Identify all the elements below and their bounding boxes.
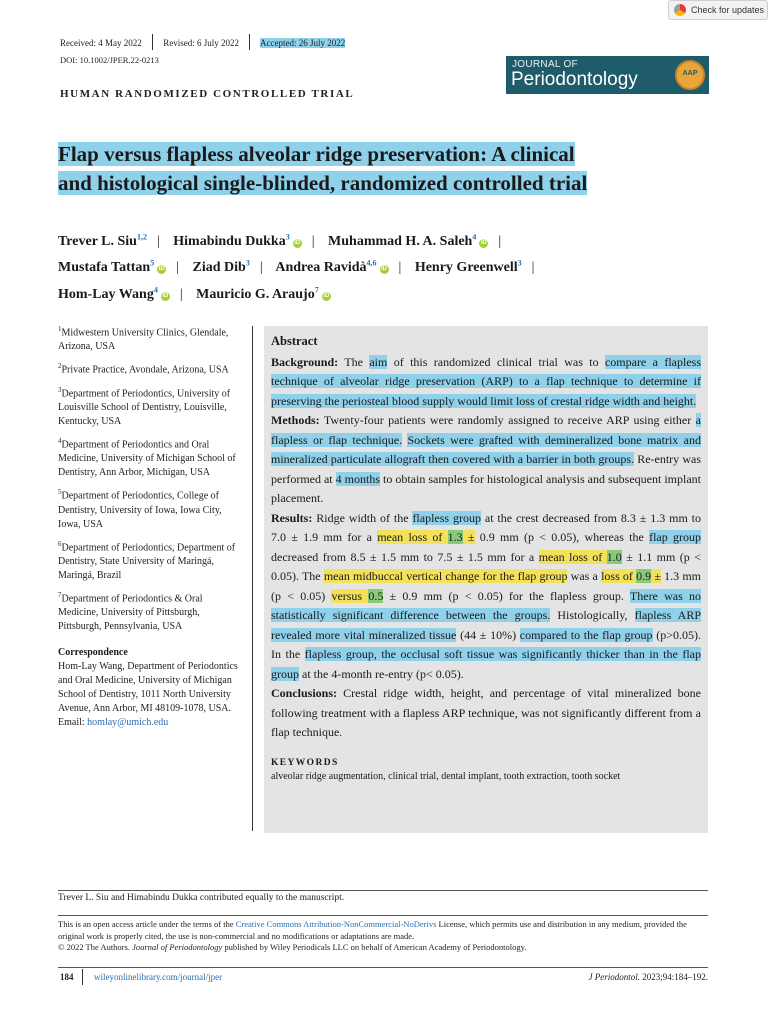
abstract-results: Results: Ridge width of the flapless group at the crest decreased from 8.3 ± 1.3 mm to 7.0 ± 1.9 mm for a mean loss of 1.3 ± 0.9 mm (p < 0.05), whereas the flap group decreased from 8.5 ± 1.5 mm to 7.5 ± 1.5 mm for a mean loss of 1.0 ± 1.1 mm (p < 0.05). The mean midbuccal vertical change for the flap group was a loss of 0.9 ± 1.3 mm (p < 0.05) versus 0.5 ± 0.9 mm (p < 0.05) for the flapless group. There was no statistically significant difference between the groups. Histologically, flapless ARP revealed more vital mineralized tissue (44 ± 10%) compared to the flap group (p>0.05). In the flapless group, the occlusal soft tissue was significantly thicker than in the flap group at the 4-month re-entry (p< 0.05). [271,510,702,681]
author[interactable]: Ziad Dib$^3$ [192,258,250,276]
highlighted-text: flapless ARP revealed more vital mineralized tissue [271,608,701,642]
highlighted-text: flapless group [412,510,481,525]
highlighted-text: versus [331,588,369,603]
check-updates-label: Check for updates [691,5,765,15]
author[interactable]: Mauricio G. Araujo$^7$iD [196,285,330,302]
aap-badge [675,60,705,90]
author[interactable]: Henry Greenwell$^3$ [414,258,522,276]
journal-logo [506,56,709,94]
author[interactable]: Muhammad H. A. Saleh$^4$iD [328,232,487,249]
author[interactable]: Himabindu Dukka$^3$iD [173,232,301,249]
journal-of-label: JOURNAL OF [512,59,578,70]
affiliation: $^5$Department of Periodontics, College of Dentistry, University of Iowa, Iowa City, Iowa, USA [58,488,222,530]
correspondence-text: Hom-Lay Wang, Department of Periodontics and Oral Medicine, University of Michigan School of Dentistry, 1011 North University Avenue, Ann Arbor, MI 48109-1078, USA. [58,661,238,715]
footnote-rule [58,890,708,891]
check-for-updates-button[interactable] [668,0,768,20]
highlighted-text: There was no statistically significant difference between the groups. [271,588,701,622]
highlighted-text: flap group [649,530,701,544]
email-link[interactable]: homlay@umich.edu [87,717,169,729]
highlighted-text: compare a flapless technique of alveolar ridge preservation (ARP) to a flap technique to determine if preserving the periosteal blood supply would limit loss of crestal ridge width and height. [271,354,701,408]
affiliation: $^6$Department of Periodontics, Department of Dentistry, State University of Maringá, Maringá, Brazil [58,539,236,581]
orcid-icon[interactable]: iD [381,266,388,273]
dates-row [60,34,345,50]
license-rule [58,915,708,916]
keywords: alveolar ridge augmentation, clinical trial, dental implant, tooth extraction, tooth socket [271,770,621,782]
abstract-methods: Methods: Twenty-four patients were randomly assigned to receive ARP using either a flapless or flap technique. Sockets were grafted with demineralized bone matrix and mineralized particulate allograft then covered with a barrier in both groups. Re-entry was performed at 4 months to obtain samples for histological analysis and subsequent implant placement. [271,413,701,505]
keywords-heading: KEYWORDS [271,757,339,768]
date-divider [152,34,153,50]
correspondence-heading: Correspondence [58,647,128,659]
accepted-date: Accepted: 26 July 2022 [260,38,346,48]
equal-contribution-note: Trever L. Siu and Himabindu Dukka contributed equally to the manuscript. [58,893,345,903]
abstract-background: Background: The aim of this randomized clinical trial was to compare a flapless technique of alveolar ridge preservation (ARP) to a flap technique to determine if preserving the periosteal blood supply would limit loss of crestal ridge width and height. [271,354,701,408]
article-title [58,140,718,198]
affiliation: $^7$Department of Periodontics & Oral Medicine, University of Pittsburgh, Pittsburgh, Pennsylvania, USA [58,590,203,633]
orcid-icon[interactable]: iD [480,239,487,246]
footer-divider [82,969,83,985]
date-divider [249,34,250,50]
highlighted-text: ± [462,530,475,544]
orcid-icon[interactable]: iD [158,266,165,273]
highlighted-text: 4 months [335,471,380,486]
highlighted-text: mean loss of [377,530,448,544]
highlighted-text: 1.0 [606,549,622,564]
page-number: 184 [60,972,74,982]
abstract-conclusions: Conclusions: Crestal ridge width, height, and percentage of vital mineralized bone following treatment with a flapless ARP technique, was not significantly different from a flap technique. [271,686,701,739]
email-label: Email: [58,717,85,729]
highlighted-text: 0.5 [368,588,384,603]
highlighted-text: loss of [601,569,637,583]
highlighted-text: aim [369,354,388,369]
highlighted-text: 0.9 [636,569,652,583]
article-type: HUMAN RANDOMIZED CONTROLLED TRIAL [60,88,355,100]
author-list: Trever L. Siu$^{1,2}$ | Himabindu Dukka$^3$iD | Muhammad H. A. Saleh$^4$iD | Mustafa Tattan$^5$iD | Ziad Dib$^3$ | Andrea Ravidà$^{4,6}$iD | Henry Greenwell$^3$ | Hom-Lay Wang$^4$iD | Mauricio G. Araujo$^7$iD [58,232,535,302]
affiliation: $^1$Midwestern University Clinics, Glendale, Arizona, USA [58,325,229,353]
author[interactable]: Mustafa Tattan$^5$iD [58,258,165,276]
highlighted-text: a flapless or flap technique. [271,413,701,447]
highlighted-text: mean loss of [538,549,607,564]
aap-badge-text: AAP [682,70,698,77]
highlighted-text: Sockets were grafted with demineralized bone matrix and mineralized particulate allograft then covered with a barrier in both groups. [271,432,701,466]
affiliation: $^2$Private Practice, Avondale, Arizona, USA [58,362,229,376]
highlighted-text: mean midbuccal vertical change for the flap group [323,569,568,583]
doi: DOI: 10.1002/JPER.22-0213 [60,55,159,65]
affiliation: $^3$Department of Periodontics, University of Louisville School of Dentistry, Louisville, Kentucky, USA [58,385,231,427]
highlighted-text: flapless group, the occlusal soft tissue was significantly thicker than in the flap group [271,647,701,681]
affiliation: $^4$Department of Periodontics and Oral Medicine, University of Michigan School of Dentistry, Ann Arbor, Michigan, USA [58,436,236,479]
license-text: This is an open access article under the terms of the Creative Commons Attribution-NonCommercial-NoDerivs License, which permits use and distribution in any medium, provided the original work is properly cited, the use is non-commercial and no modifications or adaptations are made. © 2022 The Authors. Journal of Periodontology published by Wiley Periodicals LLC on behalf of American Academy of Periodontology. [58,919,687,952]
crossmark-icon [674,4,686,16]
title-line-2: and histological single-blinded, randomized controlled trial [58,171,588,195]
author[interactable]: Trever L. Siu$^{1,2}$ [58,232,147,249]
received-date: Received: 4 May 2022 [60,38,142,48]
highlighted-text: compared to the flap group [519,627,653,642]
journal-name: Periodontology [511,69,638,90]
highlighted-text: 1.3 [447,530,463,544]
revised-date: Revised: 6 July 2022 [163,38,239,48]
citation: J Periodontol. 2023;94:184–192. [588,972,708,982]
column-divider [252,326,253,831]
license-link[interactable]: Creative Commons Attribution-NonCommercial-NoDerivs [235,919,437,929]
orcid-icon[interactable]: iD [323,292,330,299]
highlighted-text: ± [651,569,661,583]
orcid-icon[interactable]: iD [162,292,169,299]
footer-rule [58,967,708,968]
author[interactable]: Hom-Lay Wang$^4$iD [58,285,169,302]
abstract-heading: Abstract [271,334,318,348]
author[interactable]: Andrea Ravidà$^{4,6}$iD [275,258,388,276]
journal-url-link[interactable]: wileyonlinelibrary.com/journal/jper [94,972,223,982]
correspondence-email-row [58,716,244,730]
orcid-icon[interactable]: iD [294,239,301,246]
affiliations [58,322,244,730]
abstract-box [264,326,708,833]
title-line-1: Flap versus flapless alveolar ridge preservation: A clinical [58,142,575,166]
